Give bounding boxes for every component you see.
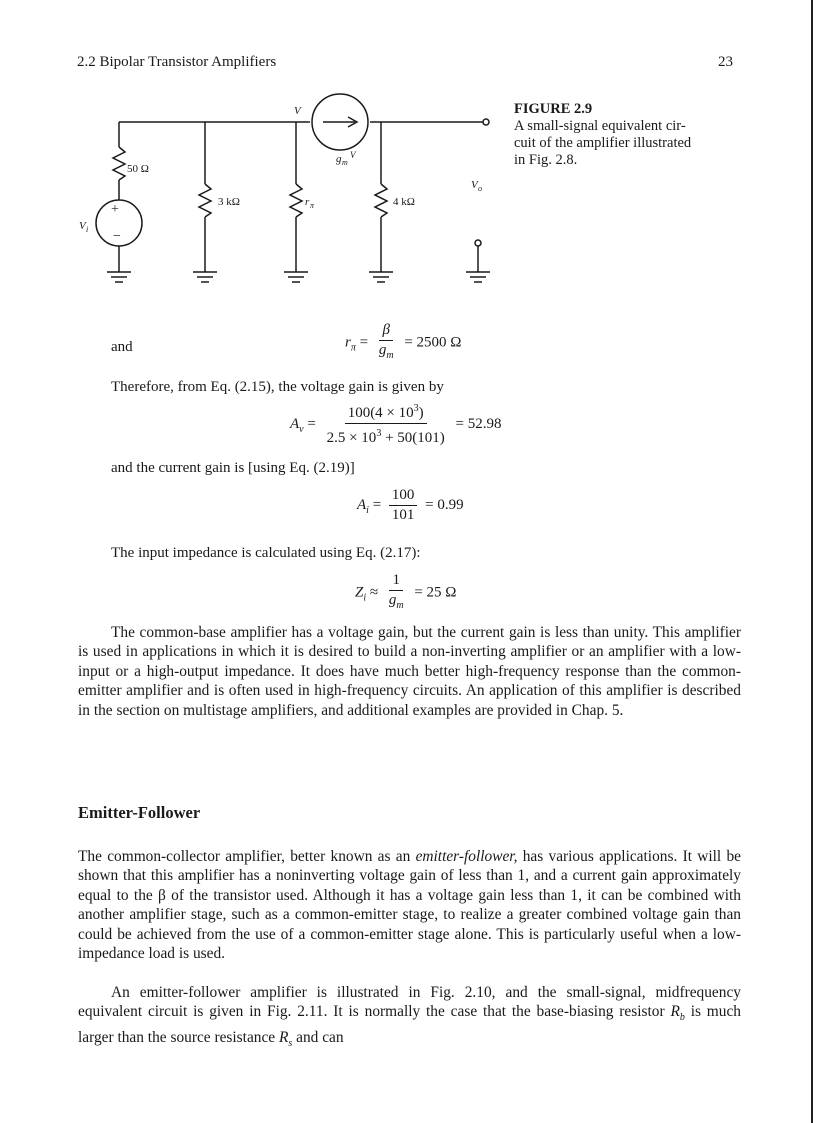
equation-rpi: $r_\pi$ = $\frac{\beta}{g_m}$ = 2500 Ω [345,322,462,361]
output-terminal-lower [475,240,481,246]
resistor-3k [199,184,211,217]
paragraph-common-base: The common-base amplifier has a voltage gain, but the current gain is less than unity. This amplifier is used in applications in which it is desired to build a non-inverting amplifier or an amplifier with a low-input or a high-output impedance. It does have much better high-frequency response than the common-emitter amplifier and is often used in high-frequency circuits. An application of this amplifier is described in the section on multistage amplifiers, and additional examples are provided in Chap. 5. [78,624,741,719]
eq-lead-and: and [111,339,133,355]
svg-text:o: o [478,184,482,193]
caption-line: A small-signal equivalent cir- [514,118,686,134]
label-node-v: V [294,105,301,117]
label-rpi: r [305,196,310,208]
resistor-4k [375,184,387,217]
section-heading: Emitter-Follower [78,803,201,822]
output-terminal [483,119,489,125]
label-50ohm: 50 Ω [127,163,149,175]
text-voltage-gain: Therefore, from Eq. (2.15), the voltage gain is given by [111,379,444,395]
caption-line: in Fig. 2.8. [514,152,578,168]
paragraph-emitter-follower-1: The common-collector amplifier, better known as an emitter-follower, has various applications. It will be shown that this amplifier has a noninverting voltage gain of less than 1, and a current gain approximately equal to the β of the transistor used. Although it has a voltage gain less than 1, it can be combined with another amplifier stage, such as a common-emitter stage, to realize a greater combined voltage gain than could be achieved from the use of a common-emitter stage alone. This is particularly useful when a low-impedance load is used. [78,848,741,963]
label-3k: 3 kΩ [218,196,240,208]
plus-sign: + [111,202,119,217]
resistor-rpi [290,184,302,217]
text-input-impedance: The input impedance is calculated using Eq. (2.17): [111,545,421,561]
page-edge-rule [811,0,813,1123]
running-header: 2.2 Bipolar Transistor Amplifiers [77,54,277,70]
page-number: 23 [718,54,733,70]
text-current-gain: and the current gain is [using Eq. (2.19)] [111,460,355,476]
equation-zi: $Z_i$ ≈ $\frac{1}{g_m}$ = 25 Ω [355,572,457,611]
label-4k: 4 kΩ [393,196,415,208]
figure-caption [514,101,749,169]
label-vi: V [79,220,86,232]
resistor-50 [113,147,125,180]
svg-text:i: i [86,225,89,234]
equation-av: $A_v$ = $\frac{100(4 \times 10^3)}{2.5 \times 10^3 + 50(101)}$ = 52.98 [290,402,501,447]
paragraph-emitter-follower-2: An emitter-follower amplifier is illustrated in Fig. 2.10, and the small-signal, midfrequency equivalent circuit is given in Fig. 2.11. It is normally the case that the base-biasing resistor $R_b$ is much larger than the source resistance $R_s$ and can [78,984,741,1049]
figure-label: FIGURE 2.9 [514,101,593,117]
circuit-figure [75,92,495,302]
svg-text:m: m [342,158,348,167]
label-vo: V [471,179,478,191]
svg-text:π: π [310,201,315,210]
equation-ai: $A_i$ = $\frac{100}{101}$ = 0.99 [357,487,464,523]
svg-text:V: V [350,150,356,160]
label-gmv: g [336,153,342,165]
minus-sign: − [113,229,121,244]
caption-line: cuit of the amplifier illustrated [514,135,692,151]
